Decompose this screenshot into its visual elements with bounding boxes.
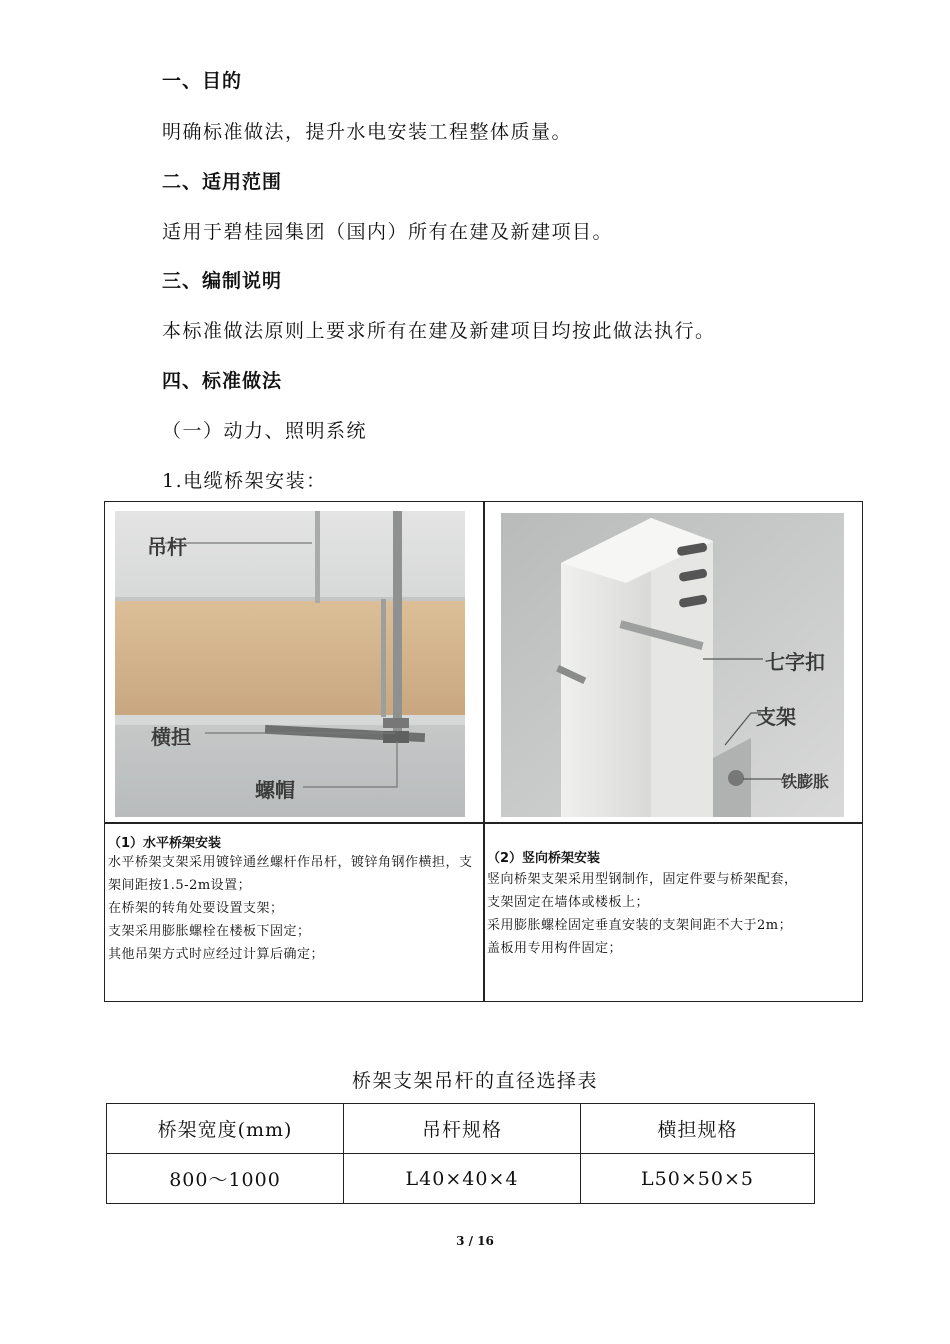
heading-notes: 三、编制说明 — [162, 270, 283, 292]
figure-divider-vertical — [483, 502, 485, 1001]
table-header-cell: 桥架宽度(mm) — [107, 1104, 344, 1154]
caption-line: 其他吊架方式时应经过计算后确定； — [108, 947, 325, 962]
heading-scope: 二、适用范围 — [162, 171, 283, 193]
horizontal-tray-caption — [108, 832, 478, 966]
caption-line: 水平桥架支架采用镀锌通丝螺杆作吊杆，镀锌角钢作横担，支架间距按1.5-2m设置； — [108, 855, 473, 893]
caption-title-horizontal: （1）水平桥架安装 — [108, 836, 222, 851]
subheading-power-lighting: （一）动力、照明系统 — [162, 420, 368, 442]
table-row — [107, 1154, 815, 1204]
table-cell: 800～1000 — [107, 1154, 344, 1204]
label-nut: 螺帽 — [255, 778, 295, 802]
label-bracket: 支架 — [756, 705, 796, 729]
figure-divider-horizontal — [105, 822, 862, 824]
caption-line: 支架固定在墙体或楼板上； — [487, 895, 650, 910]
heading-standard: 四、标准做法 — [162, 370, 283, 392]
table-cell: L50×50×5 — [581, 1154, 815, 1204]
table-header-row — [107, 1104, 815, 1154]
label-anchor: 铁膨胀 — [781, 772, 830, 791]
notes-text: 本标准做法原则上要求所有在建及新建项目均按此做法执行。 — [162, 320, 716, 342]
scope-text: 适用于碧桂园集团（国内）所有在建及新建项目。 — [162, 221, 614, 243]
vertical-tray-photo — [501, 513, 844, 817]
table-title: 桥架支架吊杆的直径选择表 — [351, 1070, 598, 1092]
caption-line: 采用膨胀螺栓固定垂直安装的支架间距不大于2m； — [487, 918, 793, 933]
caption-line: 盖板用专用构件固定； — [487, 941, 623, 956]
table-cell: L40×40×4 — [344, 1154, 581, 1204]
label-crossarm: 横担 — [151, 725, 191, 749]
label-clip: 七字扣 — [765, 650, 825, 674]
page-number: 3 / 16 — [456, 1234, 494, 1248]
horizontal-tray-photo — [115, 511, 465, 817]
caption-line: 竖向桥架支架采用型钢制作，固定件要与桥架配套， — [487, 872, 798, 887]
table-header-cell: 横担规格 — [581, 1104, 815, 1154]
item-cable-tray: 1.电缆桥架安装： — [162, 470, 327, 492]
caption-line: 在桥架的转角处要设置支架； — [108, 901, 284, 916]
caption-title-vertical: （2）竖向桥架安装 — [487, 851, 601, 866]
table-header-cell: 吊杆规格 — [344, 1104, 581, 1154]
caption-line: 支架采用膨胀螺栓在楼板下固定； — [108, 924, 311, 939]
purpose-text: 明确标准做法，提升水电安装工程整体质量。 — [162, 121, 573, 143]
vertical-tray-caption — [487, 847, 859, 960]
heading-purpose: 一、目的 — [162, 70, 243, 92]
label-rod: 吊杆 — [147, 535, 187, 559]
rod-diameter-table — [106, 1103, 815, 1204]
